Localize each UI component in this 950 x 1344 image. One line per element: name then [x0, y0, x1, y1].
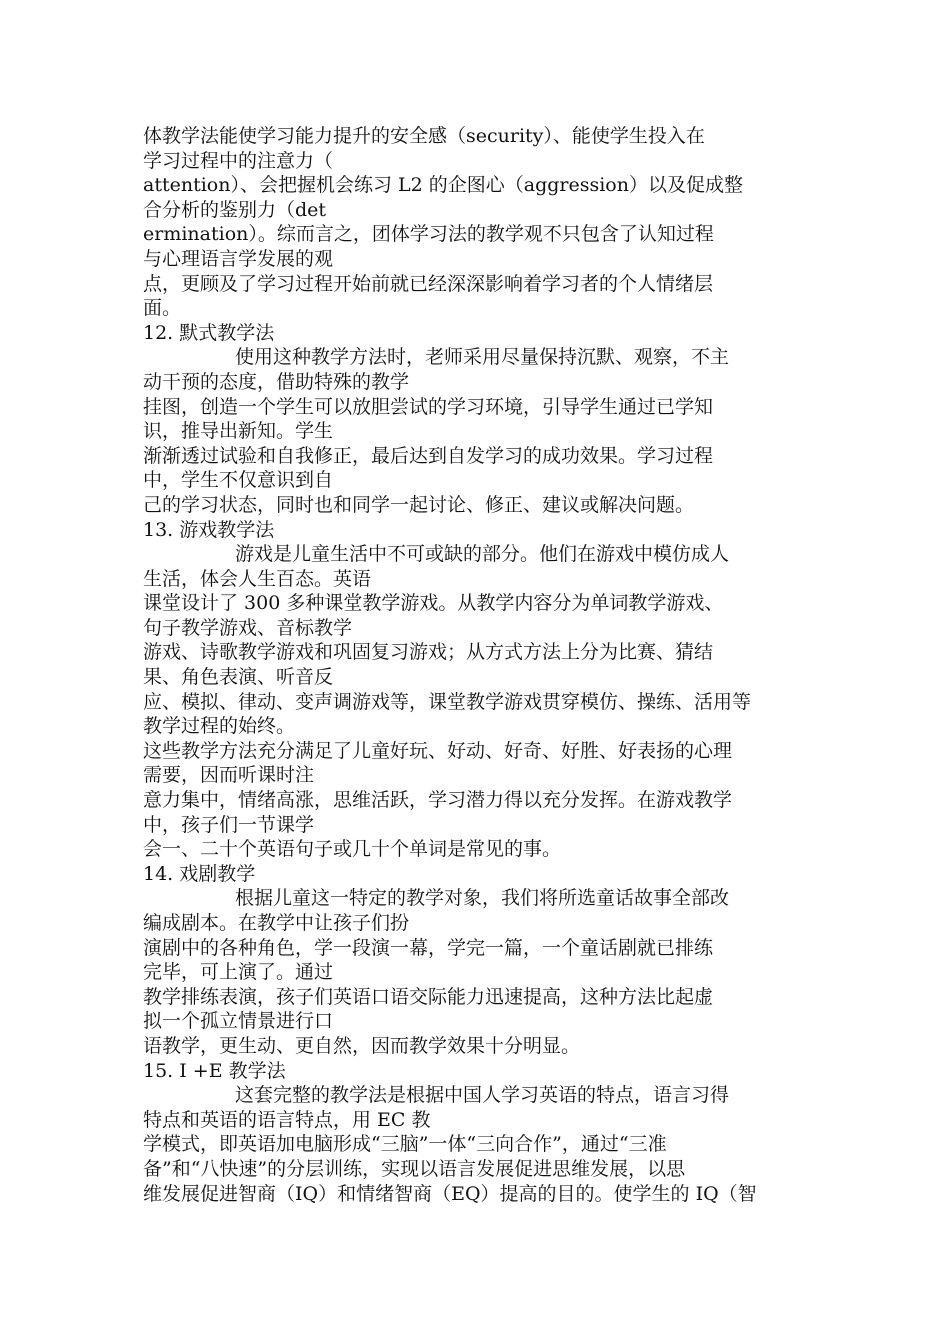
text-line: 面。 [143, 297, 182, 320]
text-line: 点，更顾及了学习过程开始前就已经深深影响着学习者的个人情绪层 [143, 272, 714, 295]
text-line: 意力集中，情绪高涨，思维活跃，学习潜力得以充分发挥。在游戏教学 [143, 789, 733, 812]
text-line: ermination）。综而言之，团体学习法的教学观不只包含了认知过程 [143, 223, 714, 246]
text-line: 己的学习状态，同时也和同学一起讨论、修正、建议或解决问题。 [143, 493, 695, 516]
text-line: 挂图，创造一个学生可以放胆尝试的学习环境，引导学生通过已学知 [143, 395, 714, 418]
text-line: 游戏、诗歌教学游戏和巩固复习游戏；从方式方法上分为比赛、猜结 [143, 641, 714, 664]
text-line: 编成剧本。在教学中让孩子们扮 [143, 912, 410, 934]
text-line: 体教学法能使学习能力提升的安全感（security）、能使学生投入在 [143, 125, 705, 147]
section-heading: 12. 默式教学法 [143, 321, 275, 344]
text-line: 维发展促进智商（IQ）和情绪智商（EQ）提高的目的。使学生的 IQ（智 [143, 1182, 757, 1205]
text-line: 渐渐透过试验和自我修正，最后达到自发学习的成功效果。学习过程 [143, 444, 714, 467]
text-line: 教学排练表演，孩子们英语口语交际能力迅速提高，这种方法比起虚 [143, 985, 714, 1008]
text-line: 拟一个孤立情景进行口 [143, 1010, 334, 1033]
section-heading: 15. I +E 教学法 [143, 1059, 286, 1082]
text-line: 备”和“八快速”的分层训练，实现以语言发展促进思维发展，以思 [143, 1157, 686, 1180]
text-line: 果、角色表演、听音反 [143, 666, 334, 689]
text-line: 特点和英语的语言特点，用 EC 教 [143, 1108, 431, 1131]
text-line: 与心理语言学发展的观 [143, 247, 334, 270]
text-line: 语教学，更生动、更自然，因而教学效果十分明显。 [143, 1034, 581, 1057]
text-line: 完毕，可上演了。通过 [143, 961, 334, 984]
text-line: 这些教学方法充分满足了儿童好玩、好动、好奇、好胜、好表扬的心理 [143, 739, 733, 762]
text-line: 生活，体会人生百态。英语 [143, 567, 372, 590]
section-heading: 14. 戏剧教学 [143, 862, 256, 885]
text-line: 需要，因而听课时注 [143, 764, 315, 787]
text-line: 合分析的鉴别力（det [143, 198, 327, 221]
text-line: 中，学生不仅意识到自 [143, 469, 334, 492]
text-line: 中，孩子们一节课学 [143, 813, 315, 836]
text-line: 学习过程中的注意力（ [143, 149, 334, 172]
text-line: 教学过程的始终。 [143, 715, 296, 738]
text-line: 根据儿童这一特定的教学对象，我们将所选童话故事全部改 [235, 887, 730, 910]
text-line: 学模式，即英语加电脑形成“三脑”一体“三向合作”，通过“三准 [143, 1133, 667, 1156]
document-body [143, 124, 813, 1206]
text-line: 识，推导出新知。学生 [143, 420, 334, 443]
text-line: 会一、二十个英语句子或几十个单词是常见的事。 [143, 838, 562, 861]
text-line: 这套完整的教学法是根据中国人学习英语的特点，语言习得 [235, 1084, 730, 1107]
text-line: 课堂设计了 300 多种课堂教学游戏。从教学内容分为单词教学游戏、 [143, 592, 724, 615]
section-heading: 13. 游戏教学法 [143, 518, 275, 541]
text-line: attention）、会把握机会练习 L2 的企图心（aggression）以及促成整 [143, 174, 743, 197]
text-line: 游戏是儿童生活中不可或缺的部分。他们在游戏中模仿成人 [235, 543, 730, 566]
text-line: 演剧中的各种角色，学一段演一幕，学完一篇，一个童话剧就已排练 [143, 936, 714, 959]
text-line: 动干预的态度，借助特殊的教学 [143, 370, 410, 393]
text-line: 应、模拟、律动、变声调游戏等，课堂教学游戏贯穿模仿、操练、活用等 [143, 690, 752, 713]
text-line: 使用这种教学方法时，老师采用尽量保持沉默、观察，不主 [235, 346, 730, 369]
text-line: 句子教学游戏、音标教学 [143, 616, 353, 639]
